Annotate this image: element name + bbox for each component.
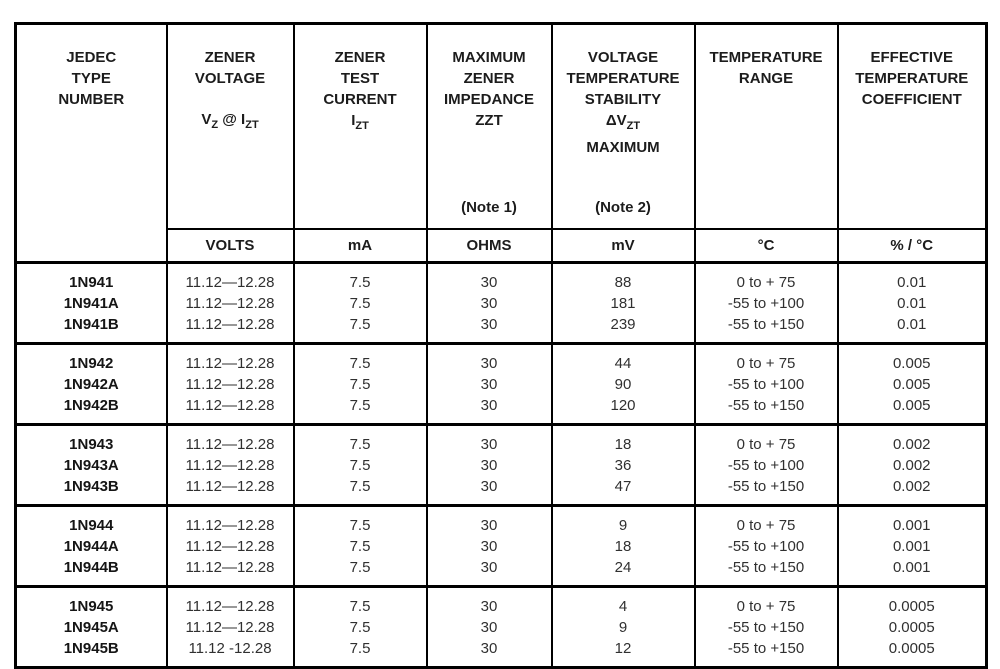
header-max-zener-impedance [427, 24, 552, 230]
voltage-value: 11.12—12.28 [185, 559, 275, 576]
cell-stability [552, 263, 695, 344]
impedance-value: 30 [480, 376, 498, 393]
header-line: TYPE [71, 70, 111, 87]
voltage-value: 11.12—12.28 [185, 316, 275, 333]
type-number: 1N942B [63, 397, 119, 414]
cell-coefficient [838, 587, 987, 668]
table-row-group-1n944 [16, 506, 987, 587]
voltage-value: 11.12 -12.28 [188, 640, 272, 657]
voltage-value: 11.12—12.28 [185, 538, 275, 555]
header-line: TEMPERATURE [855, 70, 969, 87]
coefficient-value: 0.01 [897, 274, 927, 291]
stability-value: 36 [614, 457, 632, 474]
header-jedec-type-number [16, 24, 167, 263]
header-line: ZENER [204, 49, 256, 66]
impedance-value: 30 [480, 274, 498, 291]
current-value: 7.5 [349, 355, 371, 372]
cell-stability [552, 587, 695, 668]
temp-range-value: 0 to + 75 [736, 517, 796, 534]
stability-value: 90 [614, 376, 632, 393]
cell-impedance [427, 263, 552, 344]
temp-range-value: -55 to +100 [727, 295, 805, 312]
type-number: 1N941 [69, 274, 114, 291]
type-number: 1N944A [63, 538, 119, 555]
header-line: JEDEC [66, 49, 117, 66]
impedance-value: 30 [480, 397, 498, 414]
voltage-value: 11.12—12.28 [185, 274, 275, 291]
type-number: 1N945A [63, 619, 119, 636]
cell-temp-range [695, 425, 838, 506]
header-line: CURRENT [323, 91, 397, 108]
unit-mv: mV [552, 229, 695, 263]
current-value: 7.5 [349, 640, 371, 657]
coefficient-value: 0.005 [892, 397, 931, 414]
current-value: 7.5 [349, 436, 371, 453]
impedance-value: 30 [480, 598, 498, 615]
current-value: 7.5 [349, 397, 371, 414]
header-line: COEFFICIENT [861, 91, 962, 108]
coefficient-value: 0.01 [897, 295, 927, 312]
voltage-value: 11.12—12.28 [185, 376, 275, 393]
current-value: 7.5 [349, 598, 371, 615]
type-number: 1N941B [63, 316, 119, 333]
cell-type-numbers [16, 344, 167, 425]
type-number: 1N942A [63, 376, 119, 393]
header-line: MAXIMUM [452, 49, 526, 66]
cell-coefficient [838, 344, 987, 425]
cell-zener-voltage [167, 506, 294, 587]
cell-stability [552, 425, 695, 506]
header-effective-temp-coefficient [838, 24, 987, 230]
temp-range-value: -55 to +150 [727, 559, 805, 576]
cell-zener-voltage [167, 344, 294, 425]
stability-value: 120 [610, 397, 636, 414]
stability-value: 88 [614, 274, 632, 291]
unit-celsius: °C [695, 229, 838, 263]
stability-value: 9 [618, 619, 628, 636]
cell-temp-range [695, 587, 838, 668]
stability-value: 9 [618, 517, 628, 534]
current-value: 7.5 [349, 316, 371, 333]
temp-range-value: -55 to +150 [727, 316, 805, 333]
impedance-value: 30 [480, 457, 498, 474]
header-line: TEST [340, 70, 380, 87]
impedance-value: 30 [480, 640, 498, 657]
header-zener-test-current [294, 24, 427, 230]
cell-impedance [427, 344, 552, 425]
impedance-value: 30 [480, 295, 498, 312]
voltage-value: 11.12—12.28 [185, 478, 275, 495]
voltage-value: 11.12—12.28 [185, 619, 275, 636]
type-number: 1N941A [63, 295, 119, 312]
header-line: ZENER [463, 70, 515, 87]
izt-symbol: $I_{ZT}$ [351, 112, 369, 132]
header-line: NUMBER [58, 91, 125, 108]
type-number: 1N944B [63, 559, 119, 576]
type-number: 1N943 [69, 436, 114, 453]
coefficient-value: 0.002 [892, 457, 931, 474]
unit-ma: mA [294, 229, 427, 263]
coefficient-value: 0.005 [892, 355, 931, 372]
coefficient-value: 0.001 [892, 517, 931, 534]
stability-value: 181 [610, 295, 636, 312]
current-value: 7.5 [349, 295, 371, 312]
voltage-value: 11.12—12.28 [185, 295, 275, 312]
temp-range-value: 0 to + 75 [736, 436, 796, 453]
temp-range-value: -55 to +150 [727, 619, 805, 636]
cell-test-current [294, 506, 427, 587]
coefficient-value: 0.0005 [888, 640, 935, 657]
coefficient-value: 0.002 [892, 478, 931, 495]
voltage-value: 11.12—12.28 [185, 517, 275, 534]
header-line: MAXIMUM [586, 139, 660, 156]
table-row-group-1n942 [16, 344, 987, 425]
cell-test-current [294, 425, 427, 506]
current-value: 7.5 [349, 517, 371, 534]
voltage-value: 11.12—12.28 [185, 457, 275, 474]
impedance-value: 30 [480, 436, 498, 453]
voltage-value: 11.12—12.28 [185, 436, 275, 453]
cell-temp-range [695, 344, 838, 425]
type-number: 1N942 [69, 355, 114, 372]
cell-stability [552, 506, 695, 587]
header-line: ZZT [475, 112, 503, 129]
current-value: 7.5 [349, 538, 371, 555]
note-2-label: (Note 2) [595, 199, 651, 216]
cell-impedance [427, 506, 552, 587]
voltage-value: 11.12—12.28 [185, 397, 275, 414]
current-value: 7.5 [349, 274, 371, 291]
header-line: IMPEDANCE [443, 91, 534, 108]
cell-type-numbers [16, 587, 167, 668]
current-value: 7.5 [349, 376, 371, 393]
impedance-value: 30 [480, 478, 498, 495]
header-line: TEMPERATURE [709, 49, 823, 66]
unit-percent-per-celsius: % / °C [838, 229, 987, 263]
cell-impedance [427, 425, 552, 506]
header-temperature-range [695, 24, 838, 230]
header-line: VOLTAGE [587, 49, 659, 66]
type-number: 1N945B [63, 640, 119, 657]
type-number: 1N944 [69, 517, 114, 534]
stability-value: 47 [614, 478, 632, 495]
stability-value: 239 [610, 316, 636, 333]
current-value: 7.5 [349, 478, 371, 495]
cell-coefficient [838, 506, 987, 587]
cell-stability [552, 344, 695, 425]
cell-temp-range [695, 506, 838, 587]
cell-coefficient [838, 263, 987, 344]
temp-range-value: 0 to + 75 [736, 355, 796, 372]
cell-type-numbers [16, 263, 167, 344]
temp-range-value: -55 to +150 [727, 478, 805, 495]
cell-zener-voltage [167, 425, 294, 506]
impedance-value: 30 [480, 316, 498, 333]
impedance-value: 30 [480, 355, 498, 372]
cell-test-current [294, 587, 427, 668]
temp-range-value: -55 to +100 [727, 538, 805, 555]
cell-temp-range [695, 263, 838, 344]
voltage-value: 11.12—12.28 [185, 355, 275, 372]
cell-impedance [427, 587, 552, 668]
stability-value: 18 [614, 538, 632, 555]
cell-coefficient [838, 425, 987, 506]
coefficient-value: 0.001 [892, 538, 931, 555]
header-voltage-temp-stability [552, 24, 695, 230]
header-row [16, 24, 987, 230]
header-line: RANGE [738, 70, 794, 87]
cell-zener-voltage [167, 587, 294, 668]
stability-value: 24 [614, 559, 632, 576]
type-number: 1N945 [69, 598, 114, 615]
cell-zener-voltage [167, 263, 294, 344]
cell-type-numbers [16, 506, 167, 587]
stability-value: 44 [614, 355, 632, 372]
coefficient-value: 0.0005 [888, 619, 935, 636]
header-line: VOLTAGE [194, 70, 266, 87]
unit-ohms: OHMS [427, 229, 552, 263]
header-line: STABILITY [584, 91, 662, 108]
coefficient-value: 0.001 [892, 559, 931, 576]
current-value: 7.5 [349, 559, 371, 576]
cell-test-current [294, 344, 427, 425]
temp-range-value: -55 to +100 [727, 376, 805, 393]
cell-test-current [294, 263, 427, 344]
header-line: TEMPERATURE [566, 70, 680, 87]
cell-type-numbers [16, 425, 167, 506]
vz-at-izt-symbol: $V_Z$ @ $I_{ZT}$ [201, 111, 259, 131]
type-number: 1N943B [63, 478, 119, 495]
unit-volts: VOLTS [167, 229, 294, 263]
header-line: ZENER [334, 49, 386, 66]
coefficient-value: 0.002 [892, 436, 931, 453]
zener-spec-table [14, 22, 988, 669]
stability-value: 12 [614, 640, 632, 657]
header-zener-voltage [167, 24, 294, 230]
impedance-value: 30 [480, 517, 498, 534]
stability-value: 18 [614, 436, 632, 453]
coefficient-value: 0.005 [892, 376, 931, 393]
current-value: 7.5 [349, 619, 371, 636]
note-1-label: (Note 1) [461, 199, 517, 216]
impedance-value: 30 [480, 619, 498, 636]
delta-vzt-symbol: $\Delta V_{ZT}$ [605, 112, 641, 132]
temp-range-value: -55 to +150 [727, 640, 805, 657]
current-value: 7.5 [349, 457, 371, 474]
table-row-group-1n945 [16, 587, 987, 668]
type-number: 1N943A [63, 457, 119, 474]
impedance-value: 30 [480, 538, 498, 555]
impedance-value: 30 [480, 559, 498, 576]
table-row-group-1n941 [16, 263, 987, 344]
coefficient-value: 0.0005 [888, 598, 935, 615]
temp-range-value: 0 to + 75 [736, 274, 796, 291]
temp-range-value: -55 to +150 [727, 397, 805, 414]
stability-value: 4 [618, 598, 628, 615]
header-line: EFFECTIVE [870, 49, 953, 66]
temp-range-value: 0 to + 75 [736, 598, 796, 615]
coefficient-value: 0.01 [897, 316, 927, 333]
voltage-value: 11.12—12.28 [185, 598, 275, 615]
temp-range-value: -55 to +100 [727, 457, 805, 474]
table-row-group-1n943 [16, 425, 987, 506]
